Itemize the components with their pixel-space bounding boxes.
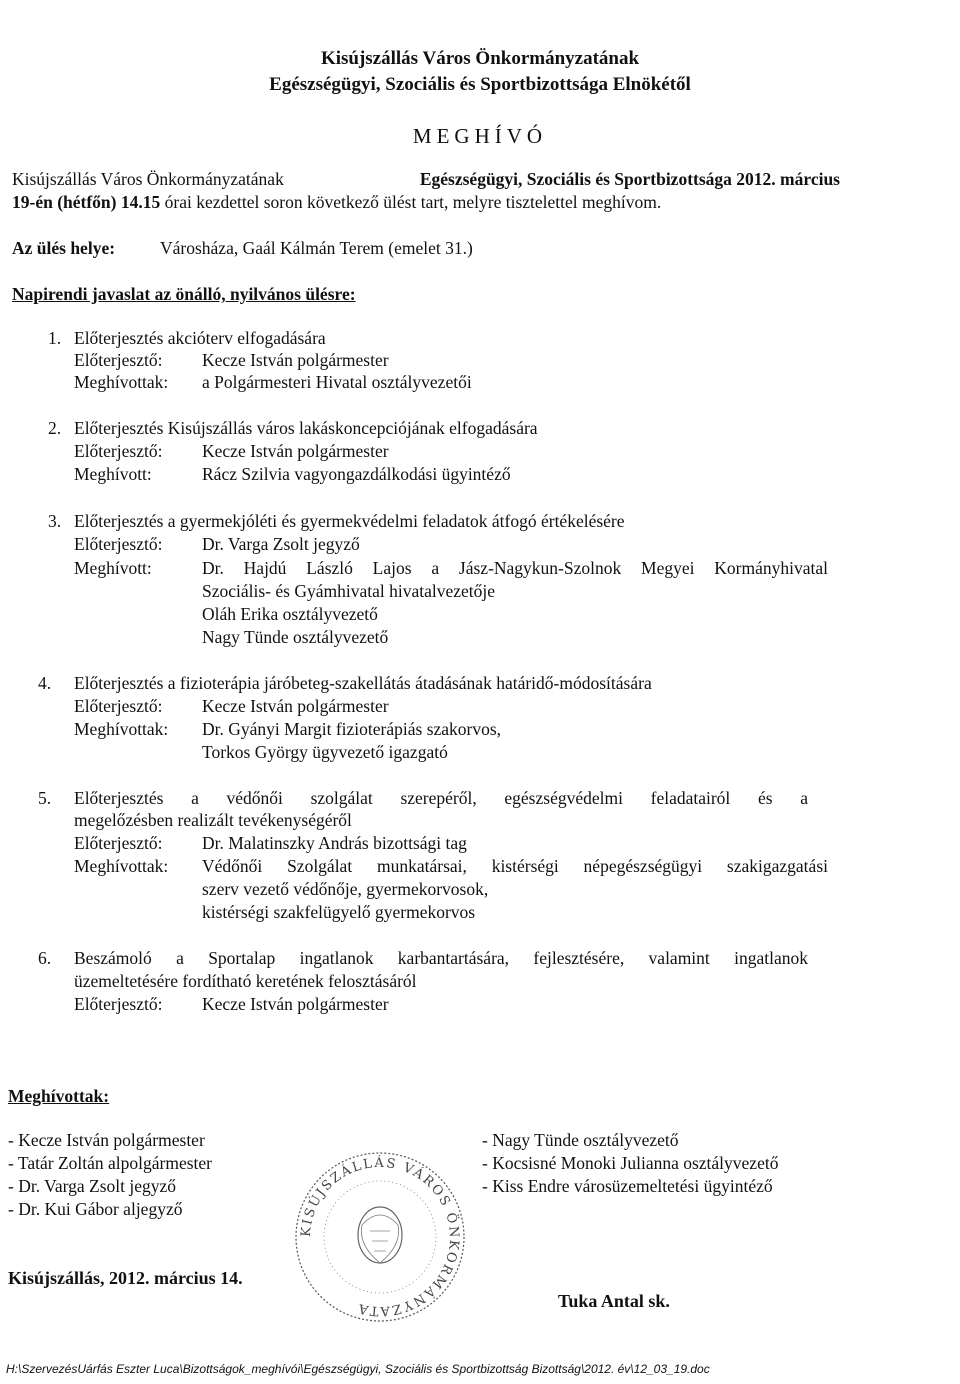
agenda-item-number: 1. (48, 328, 62, 348)
invited-label: Meghívottak: (74, 856, 169, 876)
presenter-value: Kecze István polgármester (202, 994, 389, 1014)
agenda-heading: Napirendi javaslat az önálló, nyilvános ülésre: (12, 284, 356, 304)
invited-value: Rácz Szilvia vagyongazdálkodási ügyintéző (202, 464, 511, 484)
agenda-item-number: 2. (48, 418, 62, 438)
intro-line-1 (12, 169, 840, 190)
invited-value: Nagy Tünde osztályvezető (202, 627, 389, 647)
invited-label: Meghívott: (74, 558, 152, 578)
agenda-item-title: Előterjesztés a gyermekjóléti és gyermekvédelmi feladatok átfogó értékelésére (74, 511, 625, 531)
svg-text:KISÚJSZÁLLÁS VÁROS ÖNKORMÁNYZA (299, 1155, 462, 1318)
presenter-label: Előterjesztő: (74, 696, 163, 716)
invited-label: Meghívottak: (74, 372, 169, 392)
agenda-item-number: 4. (38, 673, 52, 693)
agenda-item-title: Előterjesztés a fizioterápia járóbeteg-szakellátás átadásának határidő-módosítására (74, 673, 652, 693)
agenda-item-number: 5. (38, 788, 52, 808)
invitee-left: - Dr. Kui Gábor aljegyző (8, 1199, 183, 1219)
agenda-item-title: Előterjesztés a védőnői szolgálat szerepéről, egészségvédelmi feladatairól és a (74, 788, 808, 808)
invitee-right: - Nagy Tünde osztályvezető (482, 1130, 679, 1150)
presenter-value: Kecze István polgármester (202, 350, 389, 370)
location-value: Városháza, Gaál Kálmán Terem (emelet 31.) (160, 238, 473, 258)
presenter-value: Dr. Malatinszky András bizottsági tag (202, 833, 467, 853)
official-stamp (290, 1145, 470, 1330)
presenter-label: Előterjesztő: (74, 441, 163, 461)
invitee-left: - Tatár Zoltán alpolgármester (8, 1153, 212, 1173)
invitees-heading: Meghívottak: (8, 1086, 110, 1106)
header-line-1: Kisújszállás Város Önkormányzatának (320, 48, 640, 69)
agenda-item-number: 3. (48, 511, 62, 531)
invitee-left: - Dr. Varga Zsolt jegyző (8, 1176, 177, 1196)
invitee-left: - Kecze István polgármester (8, 1130, 205, 1150)
invited-value: Szociális- és Gyámhivatal hivatalvezetője (202, 581, 496, 601)
invitee-right: - Kiss Endre városüzemeltetési ügyintéző (482, 1176, 773, 1196)
agenda-item-title: Előterjesztés Kisújszállás város lakáskoncepciójának elfogadására (74, 418, 538, 438)
presenter-label: Előterjesztő: (74, 833, 163, 853)
invited-value: kistérségi szakfelügyelő gyermekorvos (202, 902, 476, 922)
agenda-item-number: 6. (38, 948, 52, 968)
invited-value: Dr. Gyányi Margit fizioterápiás szakorvos, (202, 719, 502, 739)
header-line-2: Egészségügyi, Szociális és Sportbizottsága Elnökétől (269, 74, 691, 95)
intro-line-1-a: Kisújszállás Város Önkormányzatának (12, 169, 284, 189)
presenter-value: Kecze István polgármester (202, 696, 389, 716)
agenda-item-title-cont: üzemeltetésére fordítható keretének felosztásáról (74, 971, 417, 991)
invited-value: Torkos György ügyvezető igazgató (202, 742, 448, 762)
invited-value: szerv vezető védőnője, gyermekorvosok, (202, 879, 489, 899)
presenter-label: Előterjesztő: (74, 350, 163, 370)
intro-line-2-a: 19-én (hétfőn) 14.15 (12, 192, 161, 212)
intro-line-2-b: órai kezdettel soron következő ülést tart, melyre tisztelettel meghívom. (164, 192, 662, 212)
agenda-item-title-cont: megelőzésben realizált tevékenységéről (74, 810, 352, 830)
footer-file-path: H:\SzervezésUárfás Eszter Luca\Bizottságok_meghívói\Egészségügyi, Szociális és Sportbizottság Bizottság\2012. év\12_03_19.doc (6, 1362, 710, 1376)
invited-value: Dr. Hajdú László Lajos a Jász-Nagykun-Szolnok Megyei Kormányhivatal (202, 558, 828, 578)
intro-line-2 (12, 192, 661, 213)
invitee-right: - Kocsisné Monoki Julianna osztályvezető (482, 1153, 779, 1173)
invited-label: Meghívott: (74, 464, 152, 484)
signature: Tuka Antal sk. (558, 1291, 670, 1311)
agenda-item-title: Előterjesztés akcióterv elfogadására (74, 328, 326, 348)
presenter-label: Előterjesztő: (74, 534, 163, 554)
location-label: Az ülés helye: (12, 238, 116, 258)
presenter-label: Előterjesztő: (74, 994, 163, 1014)
intro-line-1-b: Egészségügyi, Szociális és Sportbizottsága 2012. március (419, 169, 840, 189)
presenter-value: Kecze István polgármester (202, 441, 389, 461)
invited-label: Meghívottak: (74, 719, 169, 739)
stamp-text: KISÚJSZÁLLÁS VÁROS ÖNKORMÁNYZATA (298, 1155, 462, 1319)
invited-value: Védőnői Szolgálat munkatársai, kistérségi népegészségügyi szakigazgatási (202, 856, 828, 876)
date: Kisújszállás, 2012. március 14. (8, 1268, 243, 1288)
document-title: MEGHÍVÓ (412, 124, 548, 148)
agenda-item-title: Beszámoló a Sportalap ingatlanok karbantartására, fejlesztésére, valamint ingatlanok (74, 948, 808, 968)
invited-value: a Polgármesteri Hivatal osztályvezetői (202, 372, 472, 392)
invited-value: Oláh Erika osztályvezető (202, 604, 378, 624)
presenter-value: Dr. Varga Zsolt jegyző (202, 534, 360, 554)
